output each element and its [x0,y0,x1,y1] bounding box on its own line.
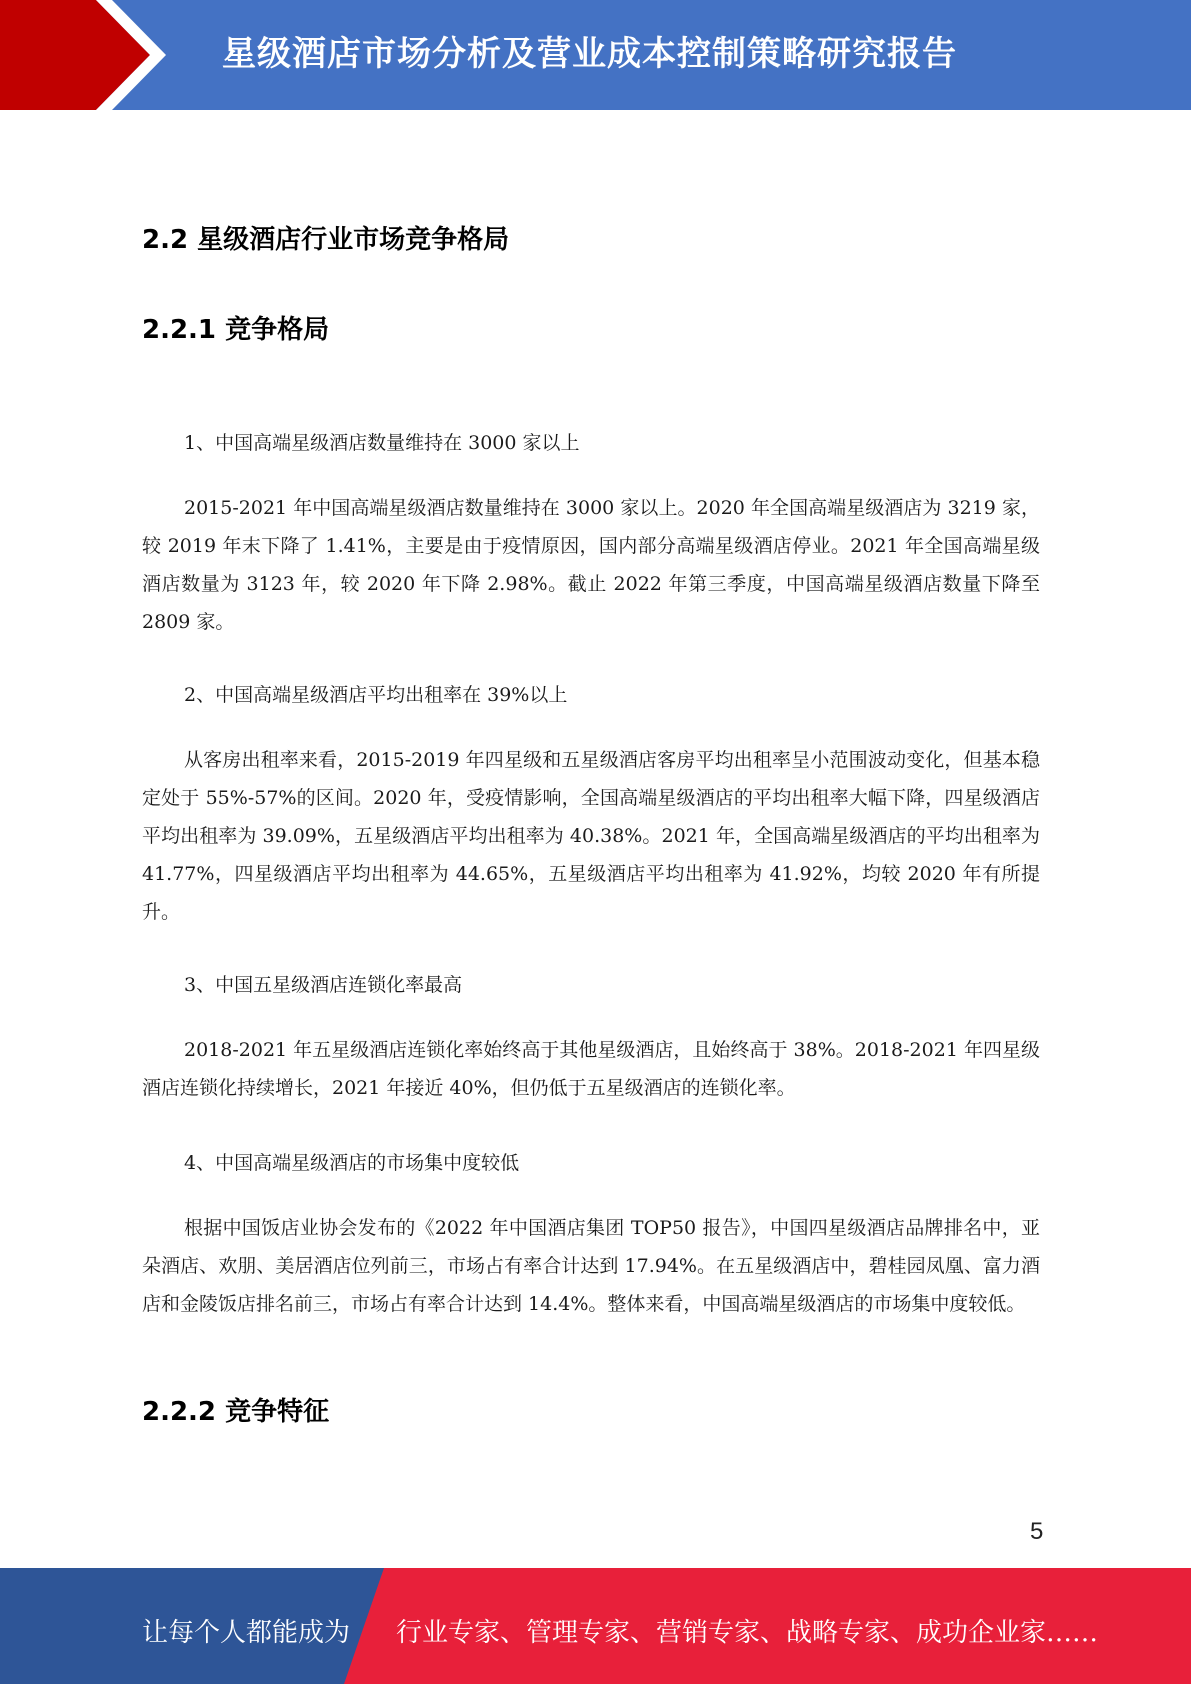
item-paragraph: 2018-2021 年五星级酒店连锁化率始终高于其他星级酒店，且始终高于 38%。2018-2021 年四星级酒店连锁化持续增长，2021 年接近 40%，但仍低于五星级酒店的连锁化率。 [142,1039,1040,1099]
item-paragraph: 2015-2021 年中国高端星级酒店数量维持在 3000 家以上。2020 年全国高端星级酒店为 3219 家，较 2019 年末下降了 1.41%，主要是由于疫情原因，国内部分高端星级酒店停业。2021 年全国高端星级酒店数量为 3123 年，较 2020 年下降 2.98%。截止 2022 年第三季度，中国高端星级酒店数量下降至 2809 家。 [142,497,1040,633]
item-label: 4、中国高端星级酒店的市场集中度较低 [184,1152,520,1174]
item-paragraph: 根据中国饭店业协会发布的《2022 年中国酒店集团 TOP50 报告》，中国四星级酒店品牌排名中，亚朵酒店、欢朋、美居酒店位列前三，市场占有率合计达到 17.94%。在五星级酒店中，碧桂园凤凰、富力酒店和金陵饭店排名前三，市场占有率合计达到 14.4%。整体来看，中国高端星级酒店的市场集中度较低。 [142,1217,1040,1315]
report-title: 星级酒店市场分析及营业成本控制策略研究报告 [222,34,957,74]
page-header [0,0,1191,110]
footer-slogan-right: 行业专家、管理专家、营销专家、战略专家、成功企业家…… [396,1618,1099,1648]
footer-slogan-left: 让每个人都能成为 [142,1618,351,1648]
subsection-heading-competition-pattern: 2.2.1 竞争格局 [142,315,330,345]
page-footer [0,1568,1191,1684]
item-label: 1、中国高端星级酒店数量维持在 3000 家以上 [184,432,580,454]
item-label: 2、中国高端星级酒店平均出租率在 39%以上 [184,684,568,706]
item-label: 3、中国五星级酒店连锁化率最高 [184,974,463,996]
subsection-heading-competition-features: 2.2.2 竞争特征 [142,1397,330,1427]
item-paragraph: 从客房出租率来看，2015-2019 年四星级和五星级酒店客房平均出租率呈小范围波动变化，但基本稳定处于 55%-57%的区间。2020 年，受疫情影响，全国高端星级酒店的平均出租率大幅下降，四星级酒店平均出租率为 39.09%，五星级酒店平均出租率为 40.38%。2021 年，全国高端星级酒店的平均出租率为 41.77%，四星级酒店平均出租率为 44.65%，五星级酒店平均出租率为 41.92%，均较 2020 年有所提升。 [142,749,1040,923]
page-number: 5 [1030,1518,1044,1545]
section-heading: 2.2 星级酒店行业市场竞争格局 [142,225,510,255]
